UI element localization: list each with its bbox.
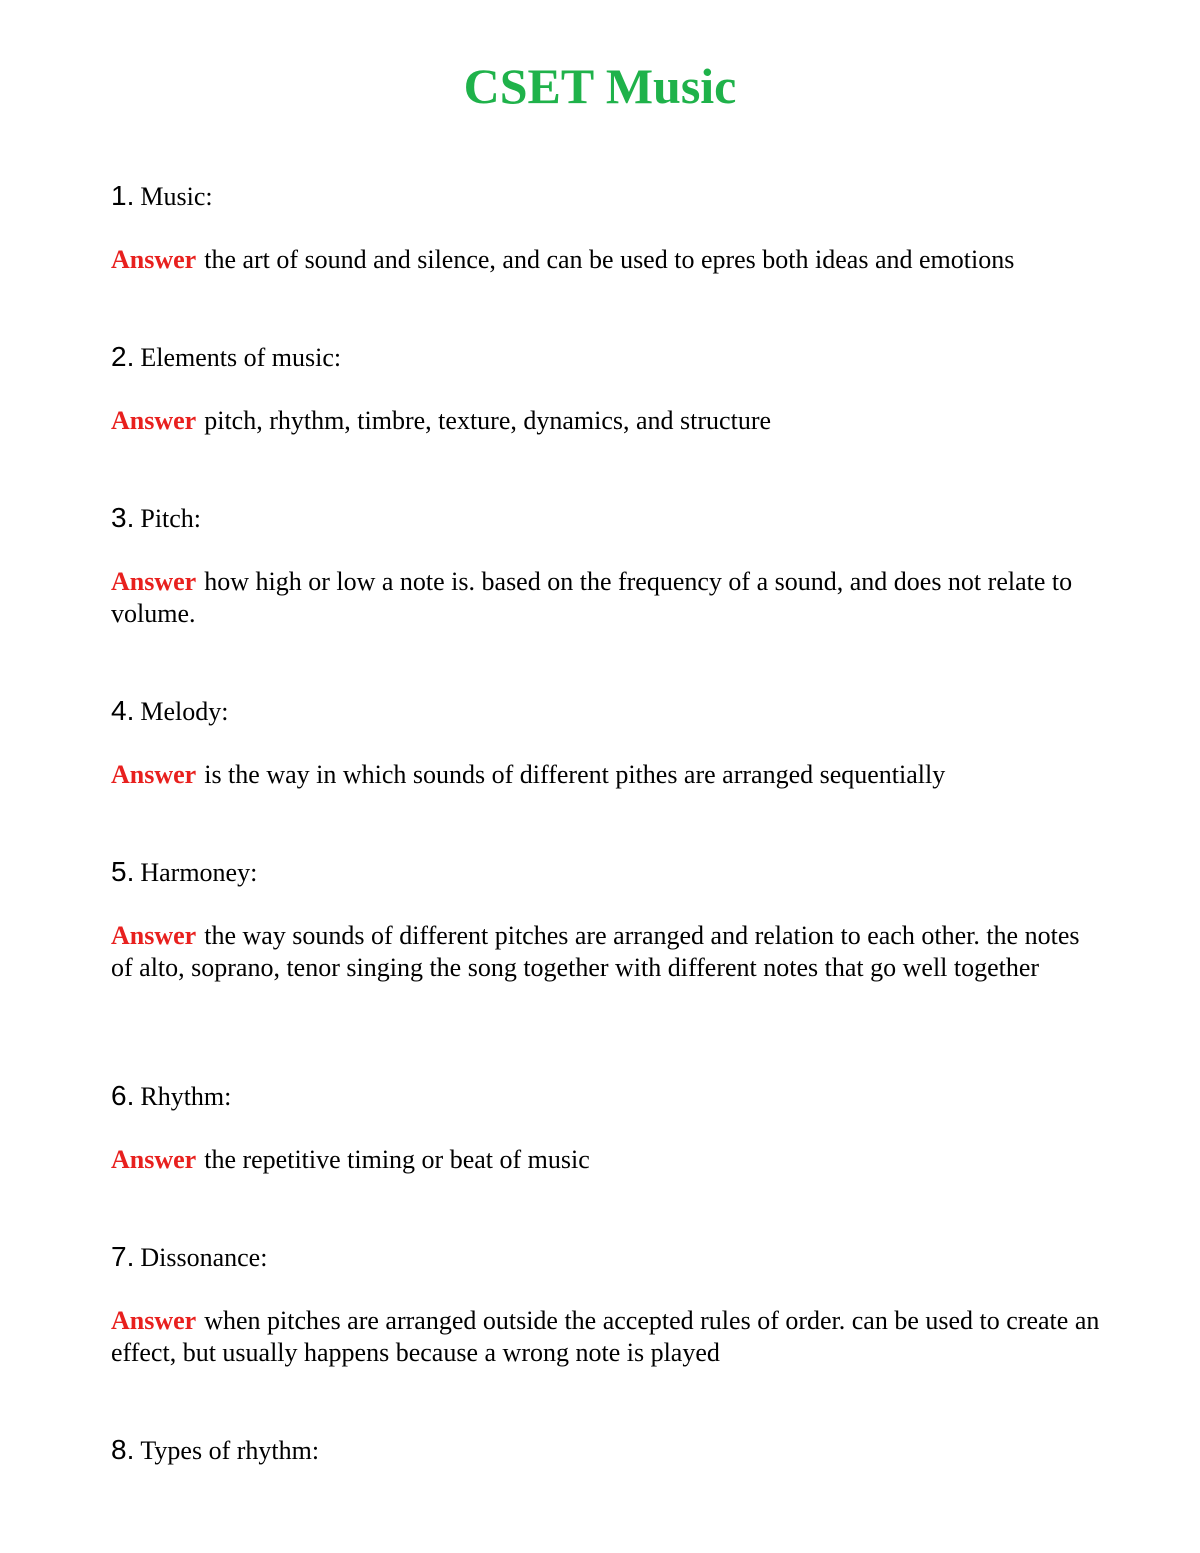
answer-label: Answer (111, 245, 197, 274)
question-text: Elements of music: (140, 343, 342, 372)
question-number: 4. (111, 695, 135, 726)
qa-item-2 (111, 341, 1111, 437)
question-text: Types of rhythm: (140, 1436, 320, 1465)
answer (111, 405, 1101, 437)
answer-text: the repetitive timing or beat of music (204, 1145, 590, 1174)
answer-label: Answer (111, 406, 197, 435)
question (111, 1080, 1111, 1113)
answer (111, 920, 1101, 984)
question (111, 502, 1111, 535)
question-number: 6. (111, 1080, 135, 1111)
question (111, 856, 1111, 889)
answer-label: Answer (111, 760, 197, 789)
answer-text: pitch, rhythm, timbre, texture, dynamics, and structure (204, 406, 772, 435)
answer-text: the art of sound and silence, and can be used to epres both ideas and emotions (204, 245, 1015, 274)
answer-label: Answer (111, 1145, 197, 1174)
question-number: 7. (111, 1241, 135, 1272)
qa-item-3 (111, 502, 1111, 630)
question (111, 695, 1111, 728)
answer (111, 759, 1101, 791)
question-number: 3. (111, 502, 135, 533)
question-number: 1. (111, 180, 135, 211)
answer-label: Answer (111, 567, 197, 596)
answer-text: when pitches are arranged outside the accepted rules of order. can be used to create an effect, but usually happens because a wrong note is played (111, 1306, 1100, 1367)
answer-label: Answer (111, 921, 197, 950)
question-text: Dissonance: (140, 1243, 268, 1272)
answer-label: Answer (111, 1306, 197, 1335)
question-number: 8. (111, 1434, 135, 1465)
page-title: CSET Music (463, 58, 737, 114)
question (111, 1241, 1111, 1274)
question-number: 5. (111, 856, 135, 887)
answer (111, 1305, 1101, 1369)
qa-item-7 (111, 1241, 1111, 1369)
qa-item-6 (111, 1080, 1111, 1176)
question (111, 1434, 1111, 1467)
answer (111, 1144, 1101, 1176)
qa-item-1 (111, 180, 1111, 276)
question-text: Music: (140, 182, 213, 211)
answer (111, 566, 1101, 630)
answer-text: the way sounds of different pitches are arranged and relation to each other. the notes of alto, soprano, tenor singing the song together with different notes that go well together (111, 921, 1080, 982)
answer-text: how high or low a note is. based on the frequency of a sound, and does not relate to volume. (111, 567, 1073, 628)
qa-item-8 (111, 1434, 1111, 1467)
question (111, 180, 1111, 213)
question (111, 341, 1111, 374)
question-text: Melody: (140, 697, 229, 726)
question-text: Pitch: (140, 504, 202, 533)
question-text: Harmoney: (140, 858, 258, 887)
question-number: 2. (111, 341, 135, 372)
question-text: Rhythm: (140, 1082, 232, 1111)
answer-text: is the way in which sounds of different pithes are arranged sequentially (204, 760, 946, 789)
qa-item-5 (111, 856, 1111, 984)
answer (111, 244, 1101, 276)
qa-item-4 (111, 695, 1111, 791)
